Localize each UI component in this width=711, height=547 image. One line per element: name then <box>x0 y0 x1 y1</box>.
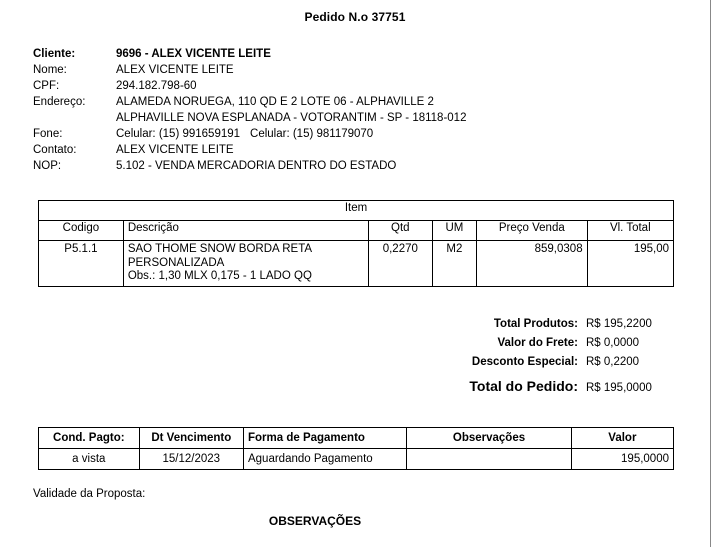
header-row-fone <box>33 126 710 142</box>
cpf-value: 294.182.798-60 <box>116 80 197 92</box>
nome-label: Nome: <box>33 64 67 76</box>
payment-valor: 195,0000 <box>571 448 673 469</box>
cliente-label: Cliente: <box>33 48 76 60</box>
item-vl-total: 195,00 <box>587 241 673 287</box>
column-header-descricao: Descrição <box>123 221 368 241</box>
nop-value: 5.102 - VENDA MERCADORIA DENTRO DO ESTADO <box>116 160 397 172</box>
header-row-cliente <box>33 46 710 62</box>
cpf-label: CPF: <box>33 80 60 92</box>
page-title: Pedido N.o 37751 <box>304 10 406 24</box>
payment-vencimento: 15/12/2023 <box>139 448 243 469</box>
endereco-label: Endereço: <box>33 96 86 108</box>
items-header-row <box>39 221 674 241</box>
total-pedido-value: R$ 195,0000 <box>586 381 652 394</box>
nop-label: NOP: <box>33 160 62 172</box>
observacoes-title: OBSERVAÇÕES <box>268 513 362 528</box>
column-header-valor: Valor <box>571 427 673 448</box>
payment-forma: Aguardando Pagamento <box>243 448 406 469</box>
total-produtos-label: Total Produtos: <box>493 317 578 330</box>
payment-section <box>0 427 710 470</box>
payment-observacoes <box>407 448 572 469</box>
table-row <box>39 448 674 469</box>
valor-frete-value: R$ 0,0000 <box>586 336 640 349</box>
item-preco-venda: 859,0308 <box>477 241 588 287</box>
fone-label: Fone: <box>33 128 63 140</box>
header-row-contato <box>33 142 710 158</box>
column-header-preco-venda: Preço Venda <box>477 221 588 241</box>
header-row-nome <box>33 62 710 78</box>
total-pedido-label: Total do Pedido: <box>469 377 578 394</box>
customer-header <box>0 46 710 174</box>
valor-frete-label: Valor do Frete: <box>497 336 578 349</box>
payment-header-row <box>39 427 674 448</box>
payment-cond: a vista <box>39 448 140 469</box>
validade-proposta: Validade da Proposta: <box>33 487 146 500</box>
column-header-dt-vencimento: Dt Vencimento <box>139 427 243 448</box>
total-produtos-row <box>0 315 672 334</box>
column-header-codigo: Codigo <box>39 221 124 241</box>
nome-value: ALEX VICENTE LEITE <box>116 64 234 76</box>
desconto-especial-value: R$ 0,2200 <box>586 355 640 368</box>
column-header-vl-total: Vl. Total <box>587 221 673 241</box>
items-section <box>0 200 710 287</box>
item-qtd: 0,2270 <box>368 241 432 287</box>
fone-value-1: Celular: (15) 991659191 <box>116 128 241 140</box>
item-codigo: P5.1.1 <box>39 241 124 287</box>
item-descricao-line1: SAO THOME SNOW BORDA RETA <box>127 243 313 255</box>
fone-values <box>116 126 710 142</box>
item-um: M2 <box>432 241 476 287</box>
items-banner-row <box>39 201 674 221</box>
item-descricao <box>123 241 368 287</box>
column-header-observacoes: Observações <box>407 427 572 448</box>
contato-label: Contato: <box>33 144 77 156</box>
total-produtos-value: R$ 195,2200 <box>586 317 652 330</box>
total-pedido-row <box>0 375 672 399</box>
item-descricao-obs: Obs.: 1,30 MLX 0,175 - 1 LADO QQ <box>127 270 312 282</box>
header-row-endereco <box>33 94 710 110</box>
contato-value: ALEX VICENTE LEITE <box>116 144 234 156</box>
totals-section <box>0 315 710 399</box>
column-header-qtd: Qtd <box>368 221 432 241</box>
items-banner: Item <box>39 201 674 221</box>
table-row <box>39 241 674 287</box>
fone-value-2: Celular: (15) 981179070 <box>250 128 374 140</box>
column-header-forma-pagamento: Forma de Pagamento <box>243 427 406 448</box>
desconto-especial-row <box>0 353 672 372</box>
cliente-value: 9696 - ALEX VICENTE LEITE <box>116 48 271 60</box>
endereco-second-line: ALPHAVILLE NOVA ESPLANADA - VOTORANTIM - SP - 18118-012 <box>116 112 467 124</box>
column-header-cond-pagto: Cond. Pagto: <box>39 427 140 448</box>
header-row-cpf <box>33 78 710 94</box>
items-table <box>38 200 674 287</box>
desconto-especial-label: Desconto Especial: <box>471 355 578 368</box>
item-descricao-line2: PERSONALIZADA <box>127 256 225 269</box>
header-row-nop <box>33 158 710 174</box>
payment-table <box>38 427 674 470</box>
endereco-value: ALAMEDA NORUEGA, 110 QD E 2 LOTE 06 - ALPHAVILLE 2 <box>116 96 434 108</box>
valor-frete-row <box>0 334 672 353</box>
column-header-um: UM <box>432 221 476 241</box>
